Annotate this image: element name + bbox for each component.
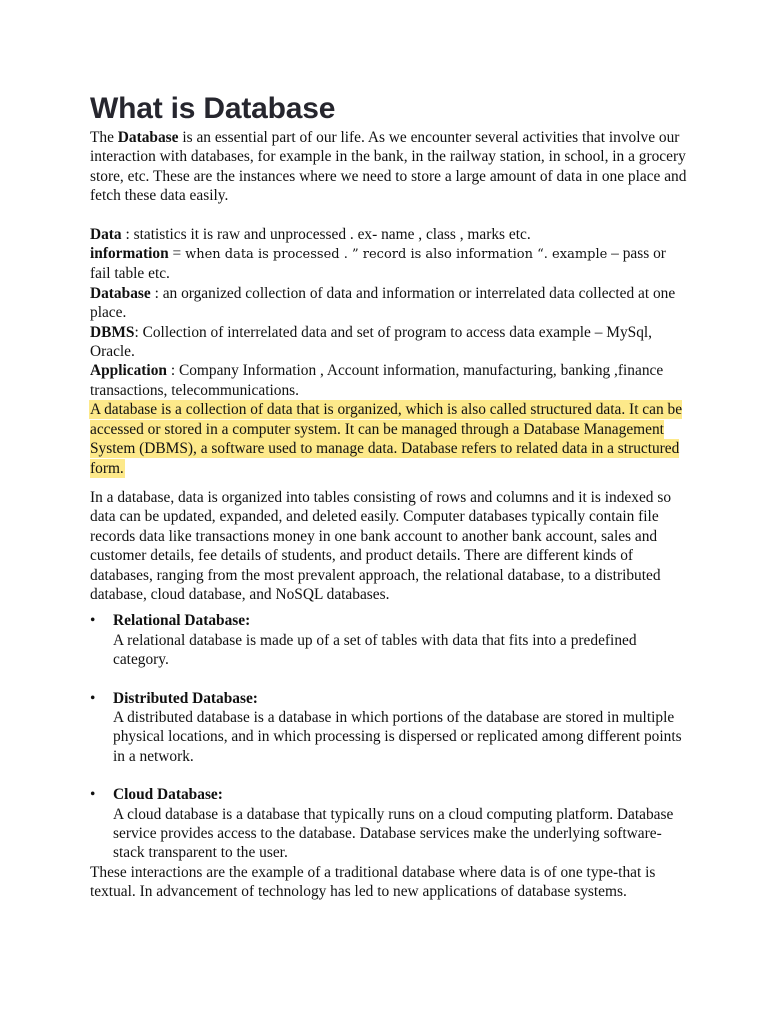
bullet-icon: • <box>90 786 96 804</box>
definition-information <box>90 244 690 284</box>
databases-paragraph: In a database, data is organized into tables consisting of rows and columns and it is indexed so data can be updated, expanded, and deleted easily. Computer databases typically contain file records data like transactions money in one bank account to another bank account, sales and customer details, fee details of students, and product details. There are different kinds of databases, ranging from the most prevalent approach, the relational database, to a distributed database, cloud database, and NoSQL databases. <box>90 488 672 603</box>
intro-bold-term: Database <box>117 129 179 146</box>
definition-dbms <box>90 323 690 362</box>
list-item-relational <box>90 611 690 669</box>
definitions-block <box>90 225 690 478</box>
list-item-distributed <box>90 689 690 767</box>
list-item-heading: Relational Database: <box>113 612 251 630</box>
closing-paragraph: These interactions are the example of a traditional database where data is of one type-that is textual. In advancement of technology has led to new applications of database systems. <box>90 863 656 901</box>
definition-term: Application <box>90 362 167 380</box>
definition-text: : an organized collection of data and information or interrelated data collected at one place. <box>90 284 676 322</box>
definition-term: Data <box>90 225 122 243</box>
definition-text: : Company Information , Account information, manufacturing, banking ,finance transactions, telecommunications. <box>90 362 664 399</box>
list-item-body: A cloud database is a database that typically runs on a cloud computing platform. Database service provides access to the database. Database services make the underlying software-stack transparent to the user. <box>113 805 674 862</box>
definition-term: information <box>90 245 169 263</box>
definition-text: : Collection of interrelated data and set of program to access data example – MySql, Oracle. <box>90 323 653 361</box>
document-page <box>90 90 690 902</box>
database-kinds-list <box>90 611 690 862</box>
bullet-icon: • <box>90 689 96 707</box>
highlighted-text: A database is a collection of data that is organized, which is also called structured data. It can be accessed or stored in a computer system. It can be managed through a Database Management System (DBMS), a software used to manage data. Database refers to related data in a structured form. <box>90 401 683 477</box>
bullet-icon: • <box>90 612 96 630</box>
definition-term: DBMS <box>90 323 135 341</box>
list-item-heading: Cloud Database: <box>113 786 223 804</box>
definition-application <box>90 361 690 400</box>
list-item-body: A distributed database is a database in which portions of the database are stored in multiple physical locations, and in which processing is dispersed or replicated among different points in a network. <box>113 708 682 765</box>
list-item-body: A relational database is made up of a set of tables with data that fits into a predefined category. <box>113 631 637 669</box>
highlighted-paragraph <box>90 400 690 478</box>
definition-text: when data is processed . ” record is also information “. example <box>185 247 608 263</box>
intro-text: is an essential part of our life. As we encounter several activities that involve our interaction with databases, for example in the bank, in the railway station, in school, in a grocery store, etc. These are the instances where we need to store a large amount of data in one place and fetch these data easily. <box>90 129 687 205</box>
intro-prefix: The <box>90 129 118 146</box>
definition-text: – pass or fail table etc. <box>90 245 666 283</box>
definition-text: : statistics it is raw and unprocessed . ex- name , class , marks etc. <box>121 225 531 243</box>
definition-text: = <box>168 245 186 263</box>
definition-data <box>90 225 690 244</box>
intro-paragraph <box>90 128 690 206</box>
list-item-heading: Distributed Database: <box>113 689 258 707</box>
list-item-cloud <box>90 785 690 863</box>
definition-term: Database <box>90 284 151 302</box>
definition-database <box>90 284 690 323</box>
page-title: What is Database <box>90 92 336 125</box>
